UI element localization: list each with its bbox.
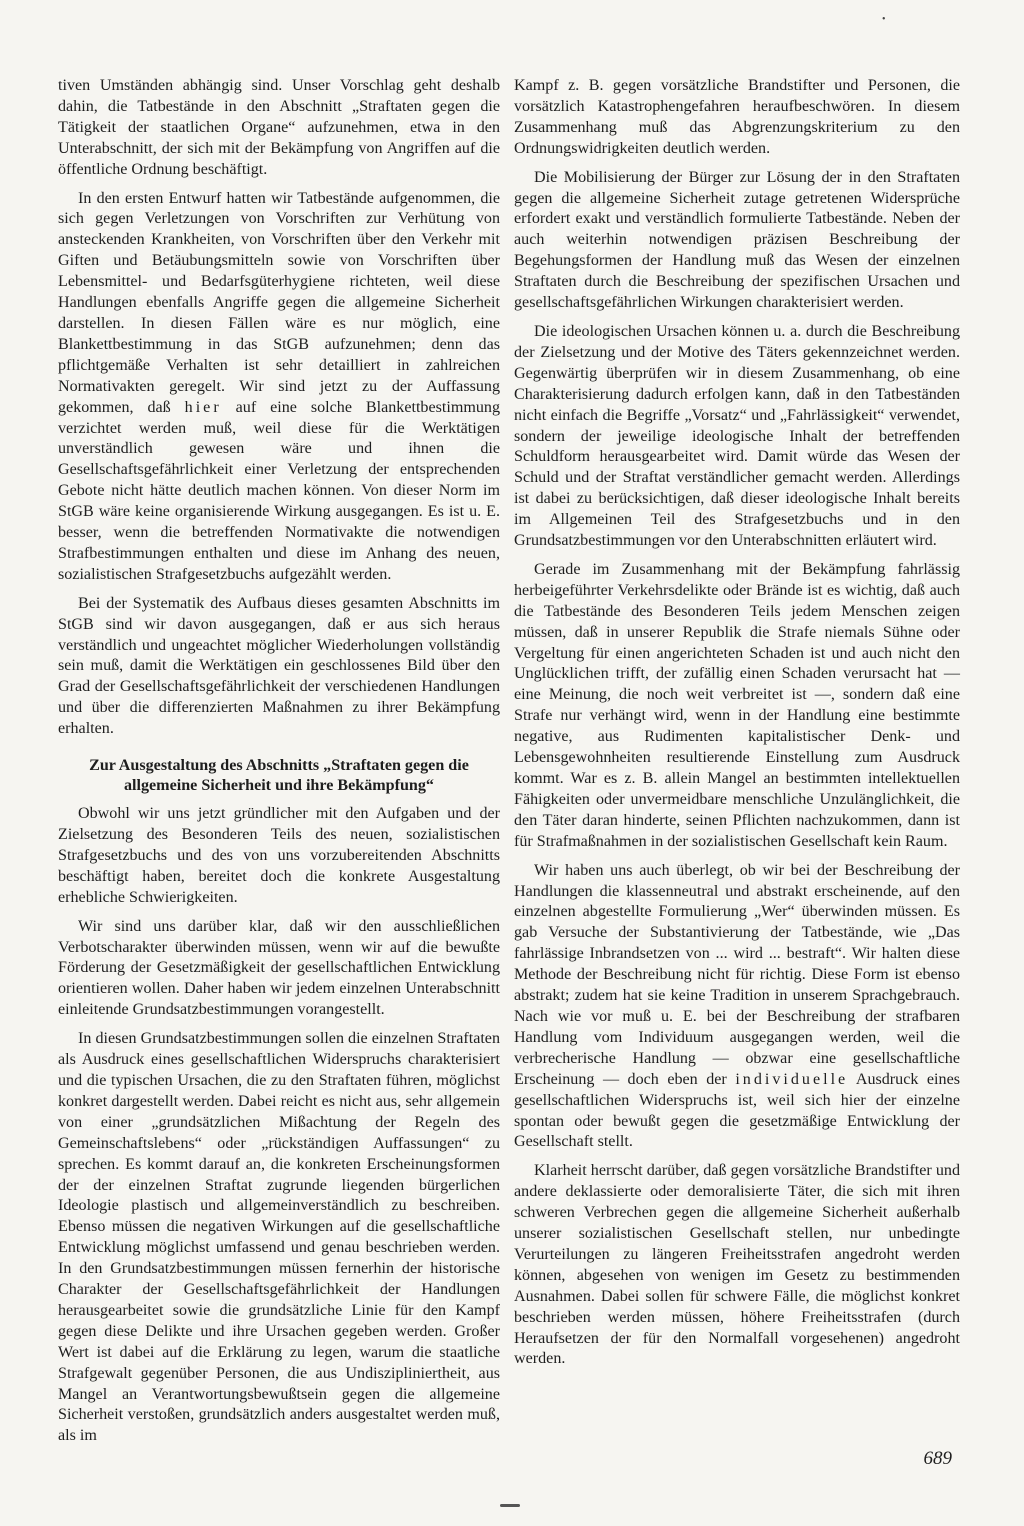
- paragraph: Obwohl wir uns jetzt gründlicher mit den Aufgaben und der Zielsetzung des Besonderen Teils des neuen, sozialistischen Strafgesetzbuchs und des von uns vorzubereitenden Abschnitts beschäftigt haben, bereitet doch die konkrete Ausgestaltung erhebliche Schwierigkeiten.: [58, 805, 500, 906]
- paragraph-text: In den ersten Entwurf hatten wir Tatbestände aufgenommen, die sich gegen Verletzungen von Vorschriften zur Verhütung von ansteckenden Krankheiten, von Vorschriften über den Verkehr mit Giften und Betäubungsmitteln sowie von Vorschriften über Lebensmittel- und Bedarfsgüterhygiene richteten, weil diese Handlungen ebenfalls Angriffe gegen die allgemeine Sicherheit darstellen. In diesen Fällen wäre es nur möglich, eine Blankettbestimmung in das StGB aufzunehmen; denn das pflichtgemäße Verhalten ist sehr detailliert in zahlreichen Normativakten geregelt. Wir sind jetzt zu der Auffassung gekommen, daß: [58, 189, 500, 416]
- scan-mark: [500, 1504, 520, 1507]
- left-column: [58, 76, 500, 1455]
- paragraph: Gerade im Zusammenhang mit der Bekämpfung fahrlässig herbeigeführter Verkehrsdelikte oder Brände ist es wichtig, daß auch die Tatbestände des Besonderen Teils jedem Menschen zeigen müssen, daß in unserer Republik die Strafe niemals Sühne oder Vergeltung für einen angerichteten Schaden ist und auch nicht den Unglücklichen trifft, der zufällig einen Schaden verursacht hat — eine Meinung, die noch weit verbreitet ist —, sondern daß eine Strafe nur verhängt wird, wenn in der Handlung eine bestimmte negative, aus Rudimenten kapitalistischer Denk- und Lebensgewohnheiten resultierende Einstellung zum Ausdruck kommt. War es z. B. allein Mangel an bestimmten intellektuellen Fähigkeiten oder unvermeidbare menschliche Unzulänglichkeit, die den Täter daran hinderte, seinen Pflichten nachzukommen, dann ist für Strafmaßnahmen in der sozialistischen Gesellschaft kein Raum.: [514, 560, 960, 850]
- paragraph: Kampf z. B. gegen vorsätzliche Brandstifter und Personen, die vorsätzlich Katastrophengefahren heraufbeschwören. In diesem Zusammenhang muß das Abgrenzungskriterium zu den Ordnungswidrigkeiten deutlich werden.: [514, 77, 960, 157]
- paragraph: [58, 189, 500, 586]
- spaced-word: individuelle: [735, 1070, 849, 1088]
- right-column: [514, 76, 960, 1378]
- paragraph: tiven Umständen abhängig sind. Unser Vorschlag geht deshalb dahin, die Tatbestände in den Abschnitt „Straftaten gegen die Tätigkeit der staatlichen Organe“ aufzunehmen, etwa in den Unterabschnitt, der sich mit der Bekämpfung von Angriffen auf die öffentliche Ordnung beschäftigt.: [58, 77, 500, 178]
- scan-dot: •: [882, 14, 886, 25]
- paragraph: [514, 861, 960, 1154]
- page-number: 689: [923, 1448, 952, 1469]
- paragraph: Wir sind uns darüber klar, daß wir den ausschließlichen Verbotscharakter überwinden müssen, wenn wir auf die bewußte Förderung der Gesetzmäßigkeit der gesellschaftlichen Entwicklung orientieren wollen. Daher haben wir jedem einzelnen Unterabschnitt einleitende Grundsatzbestimmungen vorangestellt.: [58, 917, 500, 1019]
- paragraph: Bei der Systematik des Aufbaus dieses gesamten Abschnitts im StGB sind wir davon ausgegangen, daß er aus sich heraus verständlich und ungeachtet möglicher Wiederholungen vollständig sein muß, damit die Werktätigen ein geschlossenes Bild über den Grad der Gesellschaftsgefährlichkeit der verschiedenen Handlungen und über die differenzierten Maßnahmen zu ihrer Bekämpfung erhalten.: [58, 594, 500, 738]
- paragraph-text: auf eine solche Blankettbestimmung verzichtet werden muß, weil diese für die Werktätigen unverständlich gewesen wäre und ihnen die Gesellschaftsgefährlichkeit einer Verletzung der entsprechenden Gebote nicht hätte deutlich machen können. Von dieser Norm im StGB wäre keine organisierende Wirkung ausgegangen. Es ist u. E. besser, wenn die betreffenden Normativakte die notwendigen Strafbestimmungen enthalten und diese im Anhang des neuen, sozialistischen Strafgesetzbuchs aufgezählt werden.: [58, 398, 500, 583]
- paragraph-text: Ausdruck eines gesellschaftlichen Widerspruchs ist, weil sich hier der einzelne spontan oder bewußt gegen die gesetzmäßige Entwicklung der Gesellschaft stellt.: [514, 1070, 960, 1151]
- paragraph: In diesen Grundsatzbestimmungen sollen die einzelnen Straftaten als Ausdruck eines gesellschaftlichen Widerspruchs charakterisiert und die typischen Ursachen, die zu den Straftaten führen, möglichst konkret dargestellt werden. Dabei reicht es nicht aus, sehr allgemein von einer „grundsätzlichen Mißachtung der Regeln des Gemeinschaftslebens“ oder „rückständigen Auffassungen“ zu sprechen. Es kommt darauf an, die konkreten Erscheinungsformen der der einzelnen Straftat zugrunde liegenden bürgerlichen Ideologie plastisch und allgemeinverständlich zu beschreiben. Ebenso müssen die negativen Wirkungen auf die gesellschaftliche Entwicklung möglichst umfassend und genau beschrieben werden. In den Grundsatzbestimmungen müssen fernerhin der historische Charakter der Gesellschaftsgefährlichkeit der Handlungen herausgearbeitet sowie die grundsätzliche Linie für den Kampf gegen diese Delikte und ihre Ursachen gegeben werden. Großer Wert ist dabei auf die Erklärung zu legen, warum die staatliche Strafgewalt gegenüber Personen, die aus Undiszipliniertheit, aus Mangel an Verantwortungsbewußtsein gegen die allgemeine Sicherheit verstoßen, grundsätzlich anders ausgestaltet werden muß, als im: [58, 1030, 500, 1445]
- paragraph: Klarheit herrscht darüber, daß gegen vorsätzliche Brandstifter und andere deklassierte oder demoralisierte Täter, die sich mit ihren schweren Verbrechen gegen die allgemeine Sicherheit außerhalb unserer sozialistischen Gesellschaft stellen, nur unbedingte Verurteilungen zu längeren Freiheitsstrafen angedroht werden können, abgesehen von wenigen im Gesetz zu bestimmenden Ausnahmen. Dabei sollen für schwere Fälle, die möglichst konkret beschrieben werden müssen, höhere Freiheitsstrafen (durch Heraufsetzen der für den Normalfall vorgesehenen) angedroht werden.: [514, 1162, 960, 1368]
- paragraph-text: Wir haben uns auch überlegt, ob wir bei der Beschreibung der Handlungen die klassenneutral und abstrakt erscheinende, auf den einzelnen abgestellte Formulierung „Wer“ überwinden müssen. Es gab Versuche der Substantivierung der Tatbestände, wie „Das fahrlässige Inbrandsetzen von ... wird ... bestraft“. Wir halten diese Methode der Beschreibung nicht für richtig. Diese Form ist ebenso abstrakt; zudem hat sie keine Tradition in unserem Sprachgebrauch. Nach wie vor muß u. E. bei der Beschreibung der strafbaren Handlung vom Individuum ausgegangen werden, weil die verbrecherische Handlung — obzwar eine gesellschaftliche Erscheinung — doch eben der: [514, 861, 960, 1088]
- section-heading: Zur Ausgestaltung des Abschnitts „Straftaten gegen die allgemeine Sicherheit und ihre Bekämpfung“: [89, 757, 469, 795]
- spaced-word: hier: [184, 398, 222, 416]
- paragraph: Die Mobilisierung der Bürger zur Lösung der in den Straftaten gegen die allgemeine Sicherheit zutage getretenen Widersprüche erfordert exakt und verständlich formulierte Tatbestände. Neben der auch weiterhin notwendigen präzisen Beschreibung der Begehungsformen der Handlung muß das Wesen der einzelnen Straftaten durch die Beschreibung der spezifischen Ursachen und gesellschaftsgefährlichen Wirkungen charakterisiert werden.: [514, 168, 960, 312]
- paragraph: Die ideologischen Ursachen können u. a. durch die Beschreibung der Zielsetzung und der Motive des Täters gekennzeichnet werden. Gegenwärtig überprüfen wir in diesem Zusammenhang, ob eine Charakterisierung dadurch erfolgen kann, daß in den Tatbeständen nicht einfach die Begriffe „Vorsatz“ und „Fahrlässigkeit“ verwendet, sondern der jeweilige ideologische Inhalt der betreffenden Schuldform herausgearbeitet wird. Damit würde das Wesen der Schuld und der Straftat verständlicher gemacht werden. Allerdings ist dabei zu berücksichtigen, daß dieser ideologische Inhalt bereits im Allgemeinen Teil des Strafgesetzbuchs und in den Grundsatzbestimmungen vor den Unterabschnitten erläutert wird.: [514, 322, 960, 550]
